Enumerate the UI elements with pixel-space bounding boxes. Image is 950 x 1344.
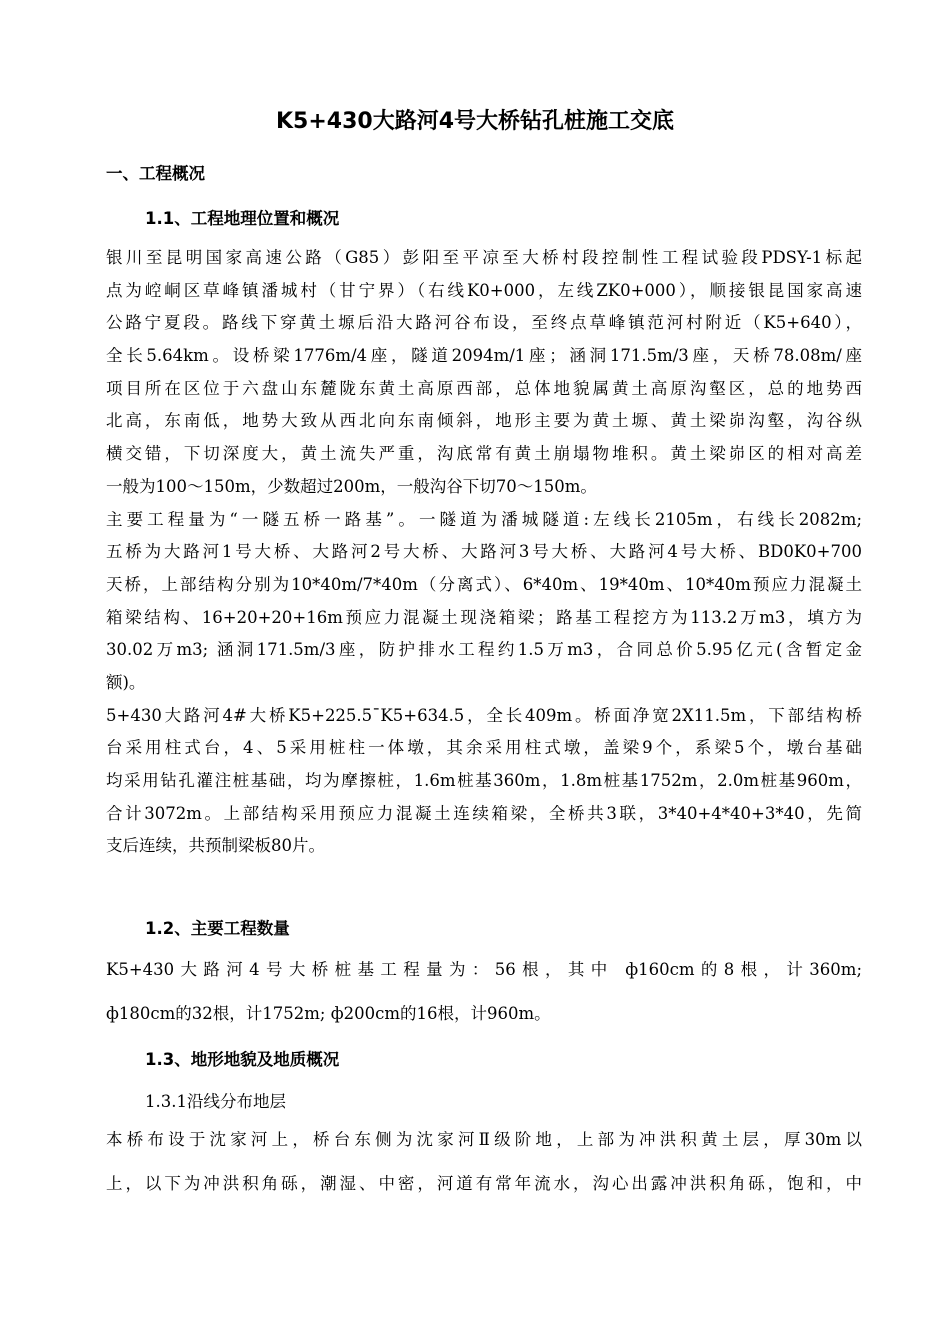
subsection-heading-strata: 1.3.1沿线分布地层 xyxy=(145,1092,286,1111)
text-line: 合计3072m。上部结构采用预应力混凝土连续箱梁，全桥共3联，3*40+4*40+3*40，先简 xyxy=(106,803,862,823)
text-line: 公路宁夏段。路线下穿黄土塬后沿大路河谷布设，至终点草峰镇范河村附近（K5+640）， xyxy=(106,313,862,333)
text-line: 30.02万m3; 涵洞171.5m/3座，防护排水工程约1.5万m3，合同总价5.95亿元(含暂定金 xyxy=(106,640,862,660)
subsection-heading-terrain: 1.3、地形地貌及地质概况 xyxy=(145,1050,340,1069)
text-line: 支后连续，共预制梁板80片。 xyxy=(106,836,325,856)
text-line: 本桥布设于沈家河上，桥台东侧为沈家河Ⅱ级阶地，上部为冲洪积黄土层，厚30m以 xyxy=(106,1130,862,1149)
text-line: 5+430大路河4#大桥K5+225.5¯K5+634.5，全长409m。桥面净宽2X11.5m，下部结构桥 xyxy=(106,705,862,725)
paragraph-project-overview xyxy=(106,242,862,863)
text-line: 主要工程量为“一隧五桥一路基”。一隧道为潘城隧道:左线长2105m，右线长2082m; xyxy=(106,509,862,529)
document-title: K5+430大路河4号大桥钻孔桩施工交底 xyxy=(275,109,675,134)
text-line: 台采用柱式台，4、5采用桩柱一体墩，其余采用柱式墩，盖梁9个，系梁5个，墩台基础 xyxy=(106,738,862,758)
text-line: 额)。 xyxy=(106,672,146,692)
text-line: 北高，东南低，地势大致从西北向东南倾斜，地形主要为黄土塬、黄土梁峁沟壑，沟谷纵 xyxy=(106,411,862,431)
text-line: 横交错，下切深度大，黄土流失严重，沟底常有黄土崩塌物堆积。黄土梁峁区的相对高差 xyxy=(106,444,862,464)
paragraph-geology xyxy=(106,1118,862,1206)
text-line: 均采用钻孔灌注桩基础，均为摩擦桩，1.6m桩基360m，1.8m桩基1752m，2.0m桩基960m， xyxy=(106,771,862,790)
text-line: 银川至昆明国家高速公路（G85）彭阳至平凉至大桥村段控制性工程试验段PDSY-1标起 xyxy=(106,248,862,267)
text-line: 项目所在区位于六盘山东麓陇东黄土高原西部，总体地貌属黄土高原沟壑区，总的地势西 xyxy=(106,378,862,398)
paragraph-pile-quantities xyxy=(106,948,862,1036)
text-line: 点为崆峒区草峰镇潘城村（甘宁界）（右线K0+000，左线ZK0+000），顺接银昆国家高速 xyxy=(106,280,862,300)
text-line: 全长5.64km。设桥梁1776m/4座，隧道2094m/1座；涵洞171.5m/3座，天桥78.08m/座 xyxy=(106,346,862,366)
text-line: ф180cm的32根，计1752m; ф200cm的16根，计960m。 xyxy=(106,1004,551,1023)
text-line: 五桥为大路河1号大桥、大路河2号大桥、大路河3号大桥、大路河4号大桥、BD0K0+700 xyxy=(106,542,862,562)
text-line: 天桥，上部结构分别为10*40m/7*40m（分离式）、6*40m、19*40m、10*40m预应力混凝土 xyxy=(106,574,862,594)
subsection-heading-quantities: 1.2、主要工程数量 xyxy=(145,919,290,938)
text-line: K5+430大路河4号大桥桩基工程量为：56根，其中 ф160cm的8根，计360m; xyxy=(106,960,862,979)
text-line: 上，以下为冲洪积角砾，潮湿、中密，河道有常年流水，沟心出露冲洪积角砾，饱和，中 xyxy=(106,1174,862,1193)
section-heading-overview: 一、工程概况 xyxy=(106,164,205,183)
text-line: 箱梁结构、16+20+20+16m预应力混凝土现浇箱梁；路基工程挖方为113.2万m3，填方为 xyxy=(106,607,862,627)
text-line: 一般为100～150m，少数超过200m，一般沟谷下切70～150m。 xyxy=(106,476,597,496)
subsection-heading-location: 1.1、工程地理位置和概况 xyxy=(145,209,340,228)
